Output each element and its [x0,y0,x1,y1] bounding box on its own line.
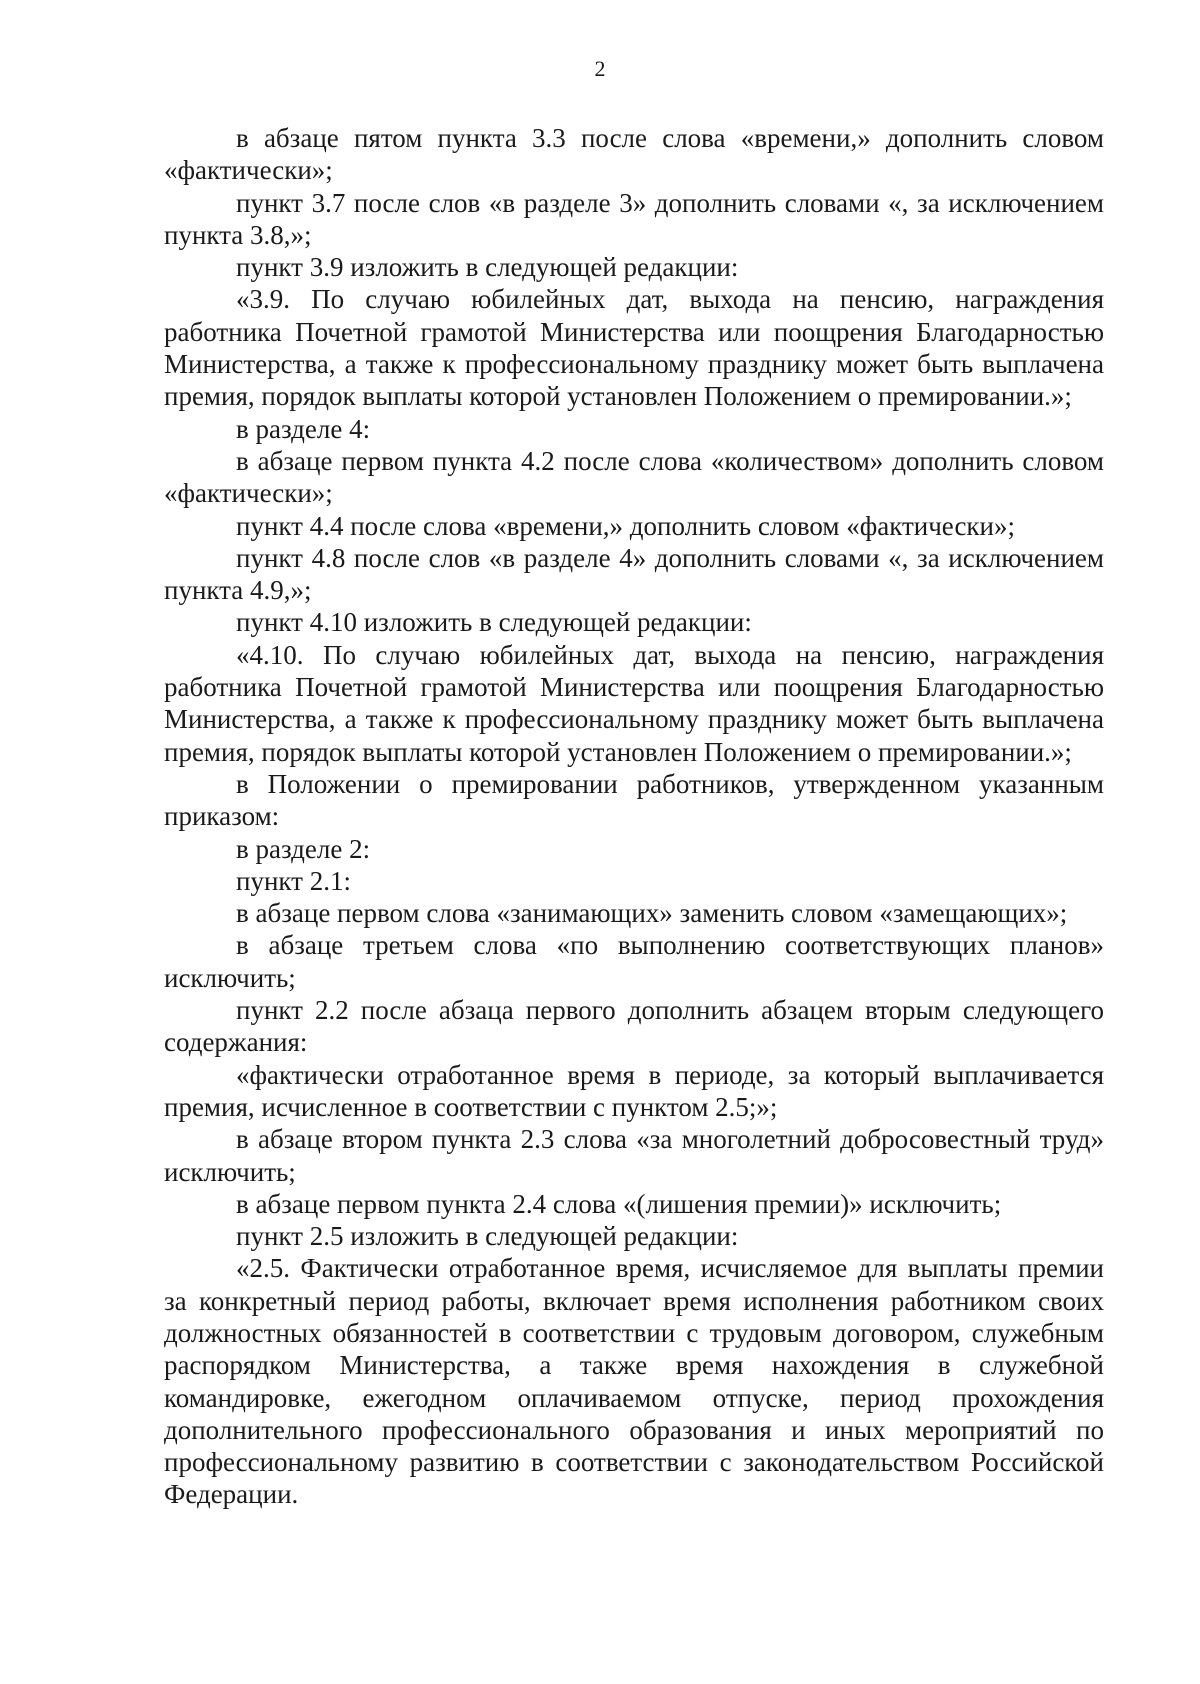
paragraph: в абзаце втором пункта 2.3 слова «за многолетний добросовестный труд» исключить; [164,1124,1104,1187]
paragraph: «2.5. Фактически отработанное время, исчисляемое для выплаты премии за конкретный период работы, включает время исполнения работником своих должностных обязанностей в соответствии с трудовым договором, служебным распорядком Министерства, а также время нахождения в служебной командировке, ежегодном оплачиваемом отпуске, период прохождения дополнительного профессионального образования и иных мероприятий по профессиональному развитию в соответствии с законодательством Российской Федерации. [164,1253,1104,1510]
paragraph: пункт 2.1: [236,865,351,896]
paragraph: в абзаце первом пункта 2.4 слова «(лишения премии)» исключить; [236,1188,1002,1219]
paragraph: пункт 4.8 после слов «в разделе 4» дополнить словами «, за исключением пункта 4.9,»; [164,542,1104,606]
paragraph: в абзаце третьем слова «по выполнению соответствующих планов» исключить; [164,930,1104,993]
paragraph: пункт 4.4 после слова «времени,» дополнить словом «фактически»; [236,510,1015,541]
paragraph: в абзаце первом пункта 4.2 после слова «количеством» дополнить словом «фактически»; [164,445,1104,509]
paragraph: в разделе 4: [236,413,371,444]
paragraph: пункт 3.9 изложить в следующей редакции: [236,252,739,283]
paragraph: «фактически отработанное время в периоде, за который выплачивается премия, исчисленное в соответствии с пунктом 2.5;»; [164,1059,1104,1122]
paragraph: пункт 2.2 после абзаца первого дополнить абзацем вторым следующего содержания: [164,995,1104,1058]
paragraph: в абзаце первом слова «занимающих» заменить словом «замещающих»; [236,898,1068,929]
paragraph: в Положении о премировании работников, утвержденном указанным приказом: [164,768,1104,832]
paragraph: пункт 3.7 после слов «в разделе 3» дополнить словами «, за исключением пункта 3.8,»; [164,187,1104,250]
document-body [164,122,1104,1511]
paragraph: в абзаце пятом пункта 3.3 после слова «времени,» дополнить словом «фактически»; [164,123,1104,186]
paragraph: в разделе 2: [236,833,371,864]
paragraph: «4.10. По случаю юбилейных дат, выхода на пенсию, награждения работника Почетной грамотой Министерства или поощрения Благодарностью Министерства, а также к профессиональному празднику может быть выплачена премия, порядок выплаты которой установлен Положением о премировании.»; [164,639,1104,767]
paragraph: пункт 2.5 изложить в следующей редакции: [236,1221,739,1252]
page-number: 2 [594,56,606,81]
paragraph: «3.9. По случаю юбилейных дат, выхода на пенсию, награждения работника Почетной грамотой Министерства или поощрения Благодарностью Министерства, а также к профессиональному празднику может быть выплачена премия, порядок выплаты которой установлен Положением о премировании.»; [164,284,1104,412]
paragraph: пункт 4.10 изложить в следующей редакции: [236,607,752,638]
